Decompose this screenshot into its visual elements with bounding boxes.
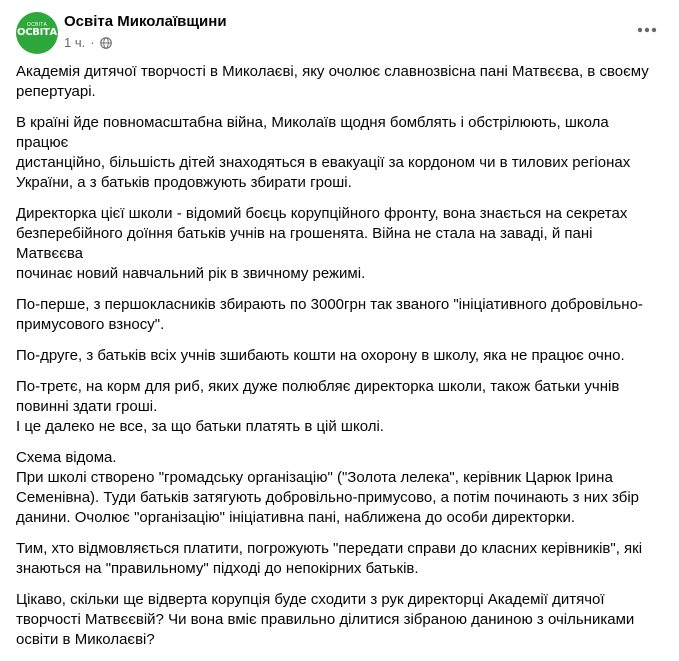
post-paragraph	[16, 377, 652, 437]
post-text-line: Цікаво, скільки ще відверта корупція буде сходити з рук директорці Академії дитячої	[16, 591, 605, 608]
post-paragraph	[16, 62, 652, 102]
post-text-line: творчості Матвєєвій? Чи вона вміє правильно ділитися зібраною даниною з очільниками	[16, 611, 635, 628]
post-text-line: По-друге, з батьків всіх учнів зшибають кошти на охорону в школу, яка не працює очно.	[16, 347, 625, 364]
post-text-line: безперебійного доїння батьків учнів на грошенята. Війна не стала на заваді, й пані Матвєєва	[16, 225, 593, 262]
meta-separator: ·	[90, 35, 95, 50]
post-text-line: данини. Очолює "організацію" ініціативна пані, наближена до особи директорки.	[16, 509, 576, 526]
post-text-line: Семенівна). Туди батьків затягують добровільно-примусово, а потім починають з них збір	[16, 489, 640, 506]
post-text-line: І це далеко не все, за що батьки платять в цій школі.	[16, 418, 384, 435]
post-text-line: В країні йде повномасштабна війна, Миколаїв щодня бомблять і обстрілюють, школа працює	[16, 114, 609, 151]
post-paragraph	[16, 590, 652, 650]
post-text-line: Схема відома.	[16, 449, 117, 466]
post-paragraph	[16, 346, 652, 366]
post-text-line: По-перше, з першокласників збирають по 3000грн так званого "ініціативного добровільно-	[16, 296, 643, 313]
avatar[interactable]	[16, 12, 58, 54]
more-options-button[interactable]	[631, 14, 663, 46]
post-text-line: репертуарі.	[16, 83, 96, 100]
post-text-line: повинні здати гроші.	[16, 398, 158, 415]
post-text	[16, 62, 652, 661]
avatar-logo-text: ОСВІТА	[17, 27, 57, 38]
post-text-line: примусового взносу".	[16, 316, 165, 333]
post-text-line: Академія дитячої творчості в Миколаєві, яку очолює славнозвісна пані Матвєєва, в своєму	[16, 63, 649, 80]
post-text-line: починає новий навчальний рік в звичному режимі.	[16, 265, 366, 282]
post-meta	[64, 35, 112, 50]
post-header	[16, 12, 663, 56]
post-paragraph	[16, 539, 652, 579]
page-name-link[interactable]: Освіта Миколаївщини	[64, 13, 227, 30]
avatar-small-text: ОСВІТА	[26, 22, 48, 28]
post-text-line: освіти в Миколаєві?	[16, 631, 155, 648]
post-paragraph	[16, 295, 652, 335]
post-time-link[interactable]: 1 ч.	[64, 35, 86, 50]
post-text-line: Директорка цієї школи - відомий боєць корупційного фронту, вона знається на секретах	[16, 205, 628, 222]
post-text-line: дистанційно, більшість дітей знаходяться в евакуації за кордоном чи в тилових регіонах	[16, 154, 631, 171]
post-text-line: знаються на "правильному" підході до непокірних батьків.	[16, 560, 419, 577]
post-text-line: України, а з батьків продовжують збирати гроші.	[16, 174, 352, 191]
post-paragraph	[16, 113, 652, 193]
more-horizontal-icon	[637, 27, 657, 33]
post-text-line: Тим, хто відмовляється платити, погрожують "передати справи до класних керівників", які	[16, 540, 643, 557]
globe-icon	[100, 37, 112, 49]
post-text-line: По-третє, на корм для риб, яких дуже полюбляє директорка школи, також батьки учнів	[16, 378, 620, 395]
post-paragraph	[16, 448, 652, 528]
post-text-line: При школі створено "громадську організацію" ("Золота лелека", керівник Царюк Ірина	[16, 469, 613, 486]
post-paragraph	[16, 204, 652, 284]
